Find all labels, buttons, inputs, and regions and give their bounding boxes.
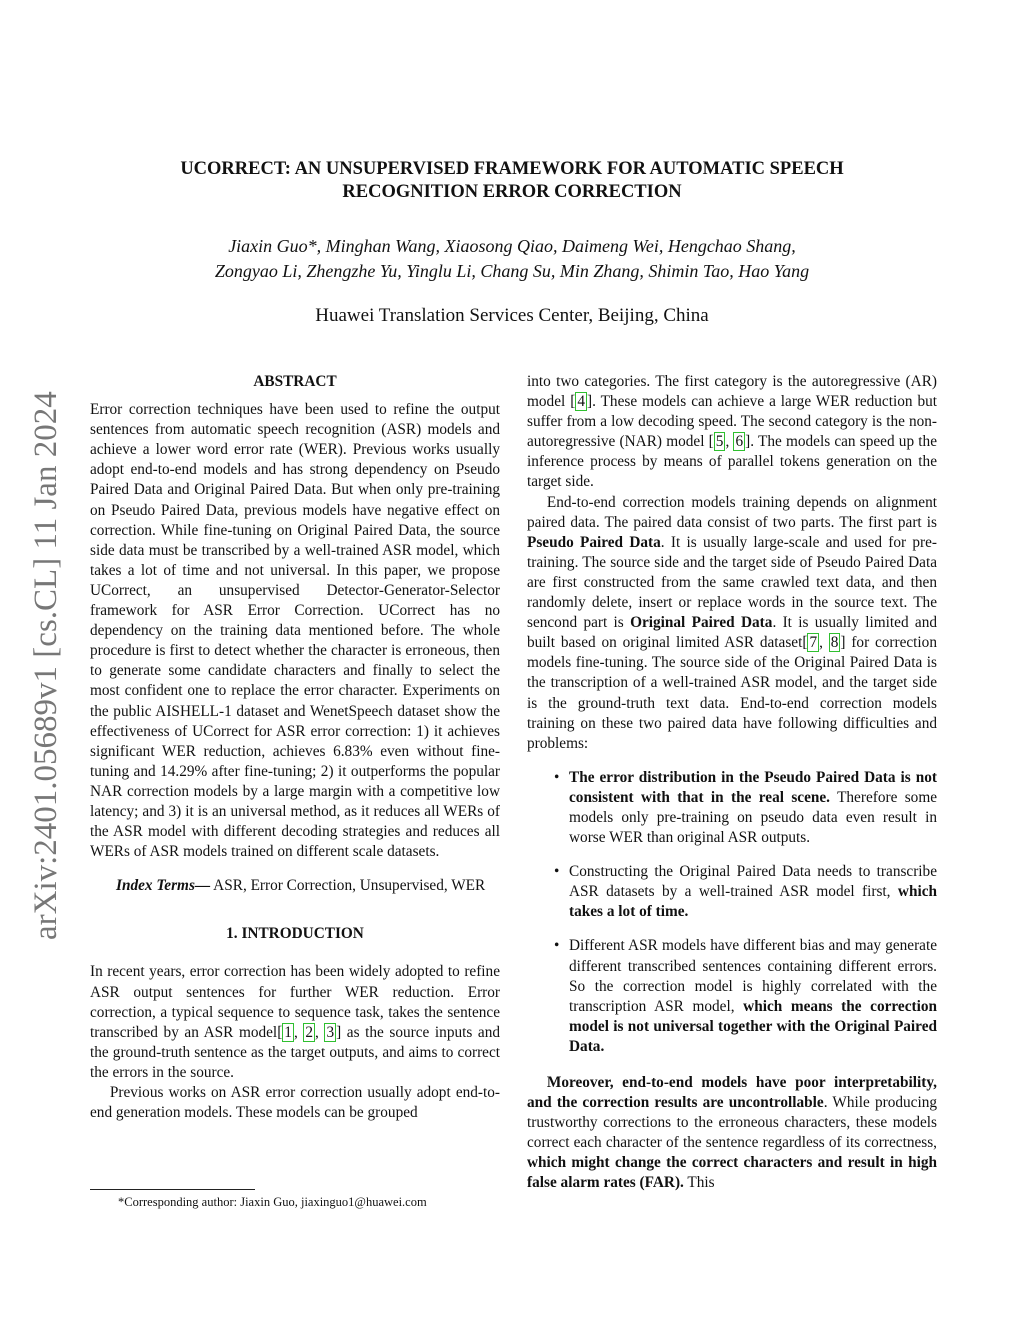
- right-paragraph-1: into two categories. The first category is the autoregressive (AR) model [ 4 ]. These models can achieve a large WER reduction but suffer from a low decoding speed. The second category is the non-autoregressive (NAR) model [ 5 , 6 ]. The models can speed up the inference process by means of parallel tokens generation on the target side.: [527, 373, 938, 491]
- index-terms-text: ASR, Error Correction, Unsupervised, WER: [210, 877, 486, 895]
- citation-link[interactable]: 1: [284, 1023, 292, 1041]
- citation-link[interactable]: 2: [305, 1023, 314, 1041]
- title-line-2: RECOGNITION ERROR CORRECTION: [342, 182, 682, 202]
- citation-link[interactable]: 7: [809, 634, 818, 652]
- authors-line-1: Jiaxin Guo*, Minghan Wang, Xiaosong Qiao, Daimeng Wei, Hengchao Shang,: [228, 236, 796, 256]
- introduction-heading: 1. INTRODUCTION: [226, 925, 364, 943]
- problem-list: [527, 768, 937, 1057]
- affiliation: Huawei Translation Services Center, Beijing, China: [315, 305, 709, 326]
- footnote: *Corresponding author: Jiaxin Guo, jiaxinguo1@huawei.com: [118, 1195, 427, 1209]
- citation-link[interactable]: 3: [326, 1023, 335, 1041]
- title-line-1: UCORRECT: AN UNSUPERVISED FRAMEWORK FOR AUTOMATIC SPEECH: [180, 159, 844, 179]
- abstract-heading: ABSTRACT: [253, 373, 337, 390]
- term-pseudo-paired-data: Pseudo Paired Data: [527, 533, 661, 551]
- index-terms: [90, 876, 500, 896]
- right-column: [527, 372, 937, 1194]
- citation-link[interactable]: 6: [735, 433, 744, 451]
- intro-paragraph-2: Previous works on ASR error correction usually adopt end-to-end generation models. These models can be grouped: [90, 1084, 500, 1122]
- author-list: [0, 234, 1024, 284]
- paper-title: [0, 158, 1024, 204]
- list-item: • Different ASR models have different bias and may generate different transcribed sentences containing different errors. So the correction model is highly correlated with the transcription ASR model, which means the correction model is not universal together with the Original Paired Data.: [569, 936, 937, 1057]
- left-column: [90, 372, 500, 1123]
- abstract-text: Error correction techniques have been used to refine the output sentences from automatic speech recognition (ASR) models and achieve a lower word error rate (WER). Previous works usually adopt end-to-end models and has strong dependency on Pseudo Paired Data and Original Paired Data. But when only pre-training on Pseudo Paired Data, previous models have negative effect on correction. While fine-tuning on Original Paired Data, the source side data must be transcribed by a well-trained ASR model, which takes a lot of time and not universal. In this paper, we propose UCorrect, an unsupervised Detector-Generator-Selector framework for ASR Error Correction. UCorrect has no dependency on the training data mentioned before. The whole procedure is first to detect whether the character is erroneous, then to generate some candidate characters and finally to select the most confident one to replace the error character. Experiments on the public AISHELL-1 dataset and WenetSpeech dataset show the effectiveness of UCorrect for ASR error correction: 1) it achieves significant WER reduction, achieves 6.83% even without fine-tuning and 14.29% after fine-tuning; 2) it outperforms the popular NAR correction models by a large margin with a competitive low latency; and 3) it is an universal method, as it reduces all WERs of the ASR model with different decoding strategies and reduces all WERs of ASR models trained on different scale datasets.: [90, 401, 500, 861]
- term-original-paired-data: Original Paired Data: [630, 614, 773, 632]
- right-paragraph-2: End-to-end correction models training depends on alignment paired data. The paired data consist of two parts. The first part is Pseudo Paired Data. It is usually large-scale and used for pre-training. The source side and the target side of Pseudo Paired Data are first constructed from the same crawled text data, and then randomly delete, insert or replace words in the source text. The sencond part is Original Paired Data. It is usually limited and built based on original limited ASR dataset[ 7 , 8 ] for correction models fine-tuning. The source side of the Original Paired Data is the transcription of a well-trained ASR model, and the target side is the ground-truth text data. End-to-end correction models training on these two paired data have following difficulties and problems:: [527, 493, 938, 752]
- index-terms-label: Index Terms—: [116, 877, 211, 895]
- intro-paragraph-1: In recent years, error correction has been widely adopted to refine ASR output sentences for further WER reduction. Error correction, a typical sequence to sequence task, takes the sentence transcribed by an ASR model[ 1 , 2 , 3 ] as the source inputs and the ground-truth sentence as the target outputs, and aims to correct the errors in the source.: [90, 963, 500, 1081]
- authors-line-2: Zongyao Li, Zhengzhe Yu, Yinglu Li, Chang Su, Min Zhang, Shimin Tao, Hao Yang: [214, 261, 810, 281]
- citation-link[interactable]: 4: [577, 393, 585, 411]
- list-item: • Constructing the Original Paired Data needs to transcribe ASR datasets by a well-trained ASR model first, which takes a lot of time.: [569, 862, 937, 922]
- citation-link[interactable]: 8: [830, 634, 839, 652]
- arxiv-stamp: arXiv:2401.05689v1 [cs.CL] 11 Jan 2024: [28, 391, 64, 940]
- citation-link[interactable]: 5: [715, 433, 724, 451]
- list-item: • The error distribution in the Pseudo Paired Data is not consistent with that in the real scene. Therefore some models only pre-training on pseudo data even result in worse WER than original ASR outputs.: [569, 768, 937, 848]
- right-paragraph-3: Moreover, end-to-end models have poor interpretability, and the correction results are uncontrollable. While producing trustworthy corrections to the erroneous characters, these models correct each character of the sentence regardless of its correctness, which might change the correct characters and result in high false alarm rates (FAR). This: [527, 1074, 937, 1192]
- footnote-divider: [90, 1189, 255, 1190]
